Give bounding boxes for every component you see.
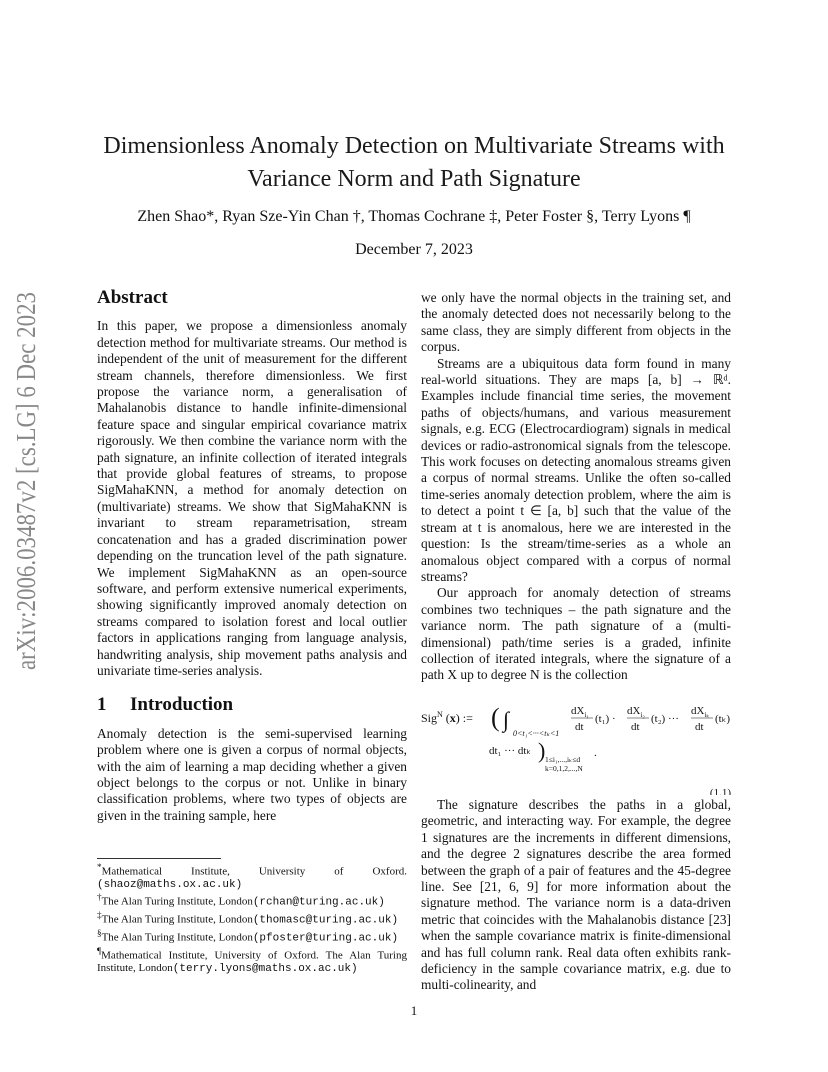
abstract-text: In this paper, we propose a dimensionless anomaly detection method for multivariate streams. Our method is independent of the unit of measurement for the different stream channels, therefore dimensionless. We first propose the variance norm, a generalisation of Mahalanobis distance to handle infinite-dimensional feature space and singular empirical covariance matrix rigorously. We then combine the variance norm with the path signature, an infinite collection of iterated integrals that provide global features of streams, to propose SigMahaKNN, a method for anomaly detection on (multivariate) streams. We show that SigMahaKNN is invariant to stream reparametrisation, stream concatenation and has a graded discrimination power depending on the truncation level of the path signature. We implement SigMahaKNN as an open-source software, and perform extensive numerical experiments, showing significantly improved anomaly detection on streams compared to isolation forest and local outlier factors in applications ranging from language analysis, handwriting analysis, ship movement paths analysis and univariate time-series analysis.	[97, 318, 407, 678]
svg-text:dXi₁: $dX_{i_1}$	[571, 705, 589, 719]
svg-text:1≤i₁,...,iₖ≤d: 1≤i₁,...,iₖ≤d	[545, 755, 581, 764]
svg-text:dt₁ ··· dtₖ: dt₁ ··· dtₖ	[489, 745, 532, 757]
footnote-rule	[97, 858, 221, 859]
footnote-2: †The Alan Turing Institute, London(rchan@turing.ac.uk)	[97, 892, 385, 909]
svg-text:.: .	[594, 747, 597, 759]
title-line-2: Variance Norm and Path Signature	[247, 166, 581, 192]
footnote-3: ‡The Alan Turing Institute, London(thomasc@turing.ac.uk)	[97, 909, 399, 927]
svg-text:): )	[538, 738, 546, 763]
paper-title	[80, 130, 748, 196]
footnote-4: §The Alan Turing Institute, London(pfoster@turing.ac.uk)	[97, 927, 399, 945]
footnote-1: *Mathematical Institute, University of Oxford. (shaoz@maths.ox.ac.uk)	[97, 862, 407, 891]
section-number: 1	[97, 694, 107, 716]
section-title: Introduction	[130, 694, 234, 716]
svg-text:dt: dt	[575, 721, 584, 733]
svg-text:∫: ∫	[503, 707, 510, 732]
svg-text:0<t₁<···<tₖ<1: 0<t₁<···<tₖ<1	[513, 729, 560, 738]
right-column-continued	[421, 797, 731, 994]
paper-date: December 7, 2023	[355, 241, 473, 258]
right-column	[421, 290, 731, 684]
right-paragraph-1: we only have the normal objects in the training set, and the anomaly detected does not necessarily belong to the same class, they are simply different from objects in the corpus.	[421, 290, 731, 355]
svg-text:SigN (x) :=: Sig$^N$ (x) :=	[421, 710, 473, 725]
arxiv-id-text: arXiv:2006.03487v2 [cs.LG] 6 Dec 2023	[11, 290, 41, 670]
title-line-1: Dimensionless Anomaly Detection on Multivariate Streams with	[103, 133, 725, 159]
svg-text:(t₂) ···: (t₂) ···	[651, 713, 679, 725]
footnote-5: ¶Mathematical Institute, University of Oxford. The Alan Turing Institute, London(terry.lyons@maths.ox.ac.uk)	[97, 945, 407, 975]
introduction-heading	[97, 694, 407, 716]
svg-text:(tₖ): (tₖ)	[715, 713, 731, 725]
page-number: 1	[410, 1003, 418, 1018]
svg-text:(: (	[491, 703, 500, 732]
abstract-heading: Abstract	[97, 287, 168, 308]
svg-text:dXiₖ: $dX_{i_k}$	[691, 705, 710, 719]
right-paragraph-3: Our approach for anomaly detection of streams combines two techniques – the path signature and the variance norm. The path signature of a (multi-dimensional) path/time series is a graded, infinite collection of iterated integrals, where the signature of a path X up to degree N is the collection	[421, 585, 731, 683]
intro-paragraph-1: Anomaly detection is the semi-supervised learning problem where one is given a corpus of normal objects, with the aim of learning a map deciding whether a given object belongs to the corpus or not. Unlike in binary classification problems, where two types of objects are given in the training sample, here	[97, 725, 407, 823]
svg-text:dXi₂: $dX_{i_2}$	[627, 705, 645, 719]
author-list: Zhen Shao*, Ryan Sze-Yin Chan †, Thomas Cochrane ‡, Peter Foster §, Terry Lyons ¶	[137, 208, 691, 225]
left-column	[97, 287, 407, 824]
signature-equation	[421, 700, 731, 795]
right-paragraph-2: Streams are a ubiquitous data form found in many real-world situations. They are maps [a, b] → ℝᵈ. Examples include financial time series, the movement paths of objects/humans, and various measurement signals, e.g. ECG (Electrocardiogram) signals in medical devices or radio-astronomical signals from the telescope. This work focuses on detecting anomalous streams given a corpus of normal streams. Unlike the often so-called time-series anomaly detection problem, where the aim is to detect a point t ∈ [a, b] such that the value of the stream at t is anomalous, here we are interested in the question: Is the stream/time-series as a whole an anomalous object compared with a corpus of normal streams?	[421, 355, 731, 584]
right-paragraph-4: The signature describes the paths in a global, geometric, and interacting way. For example, the degree 1 signatures are the increments in different dimensions, and the degree 2 signatures describe the area formed between the graph of a pair of features and the 45-degree line. See [21, 6, 9] for more information about the signature method. The variance norm is a data-driven metric that coincides with the Mahalanobis distance [23] when the sample covariance matrix is finite-dimensional and has full column rank. Real data often exhibits rank-deficiency in the sample covariance matrix, e.g. due to multi-colinearity, and	[421, 797, 731, 993]
svg-text:dt: dt	[695, 721, 704, 733]
arxiv-identifier	[4, 290, 46, 670]
svg-text:k=0,1,2,...,N: k=0,1,2,...,N	[545, 764, 583, 773]
equation-number: (1.1)	[709, 787, 731, 795]
svg-text:(t₁) ·: (t₁) ·	[595, 713, 616, 725]
svg-text:dt: dt	[631, 721, 640, 733]
footnotes	[97, 861, 407, 975]
